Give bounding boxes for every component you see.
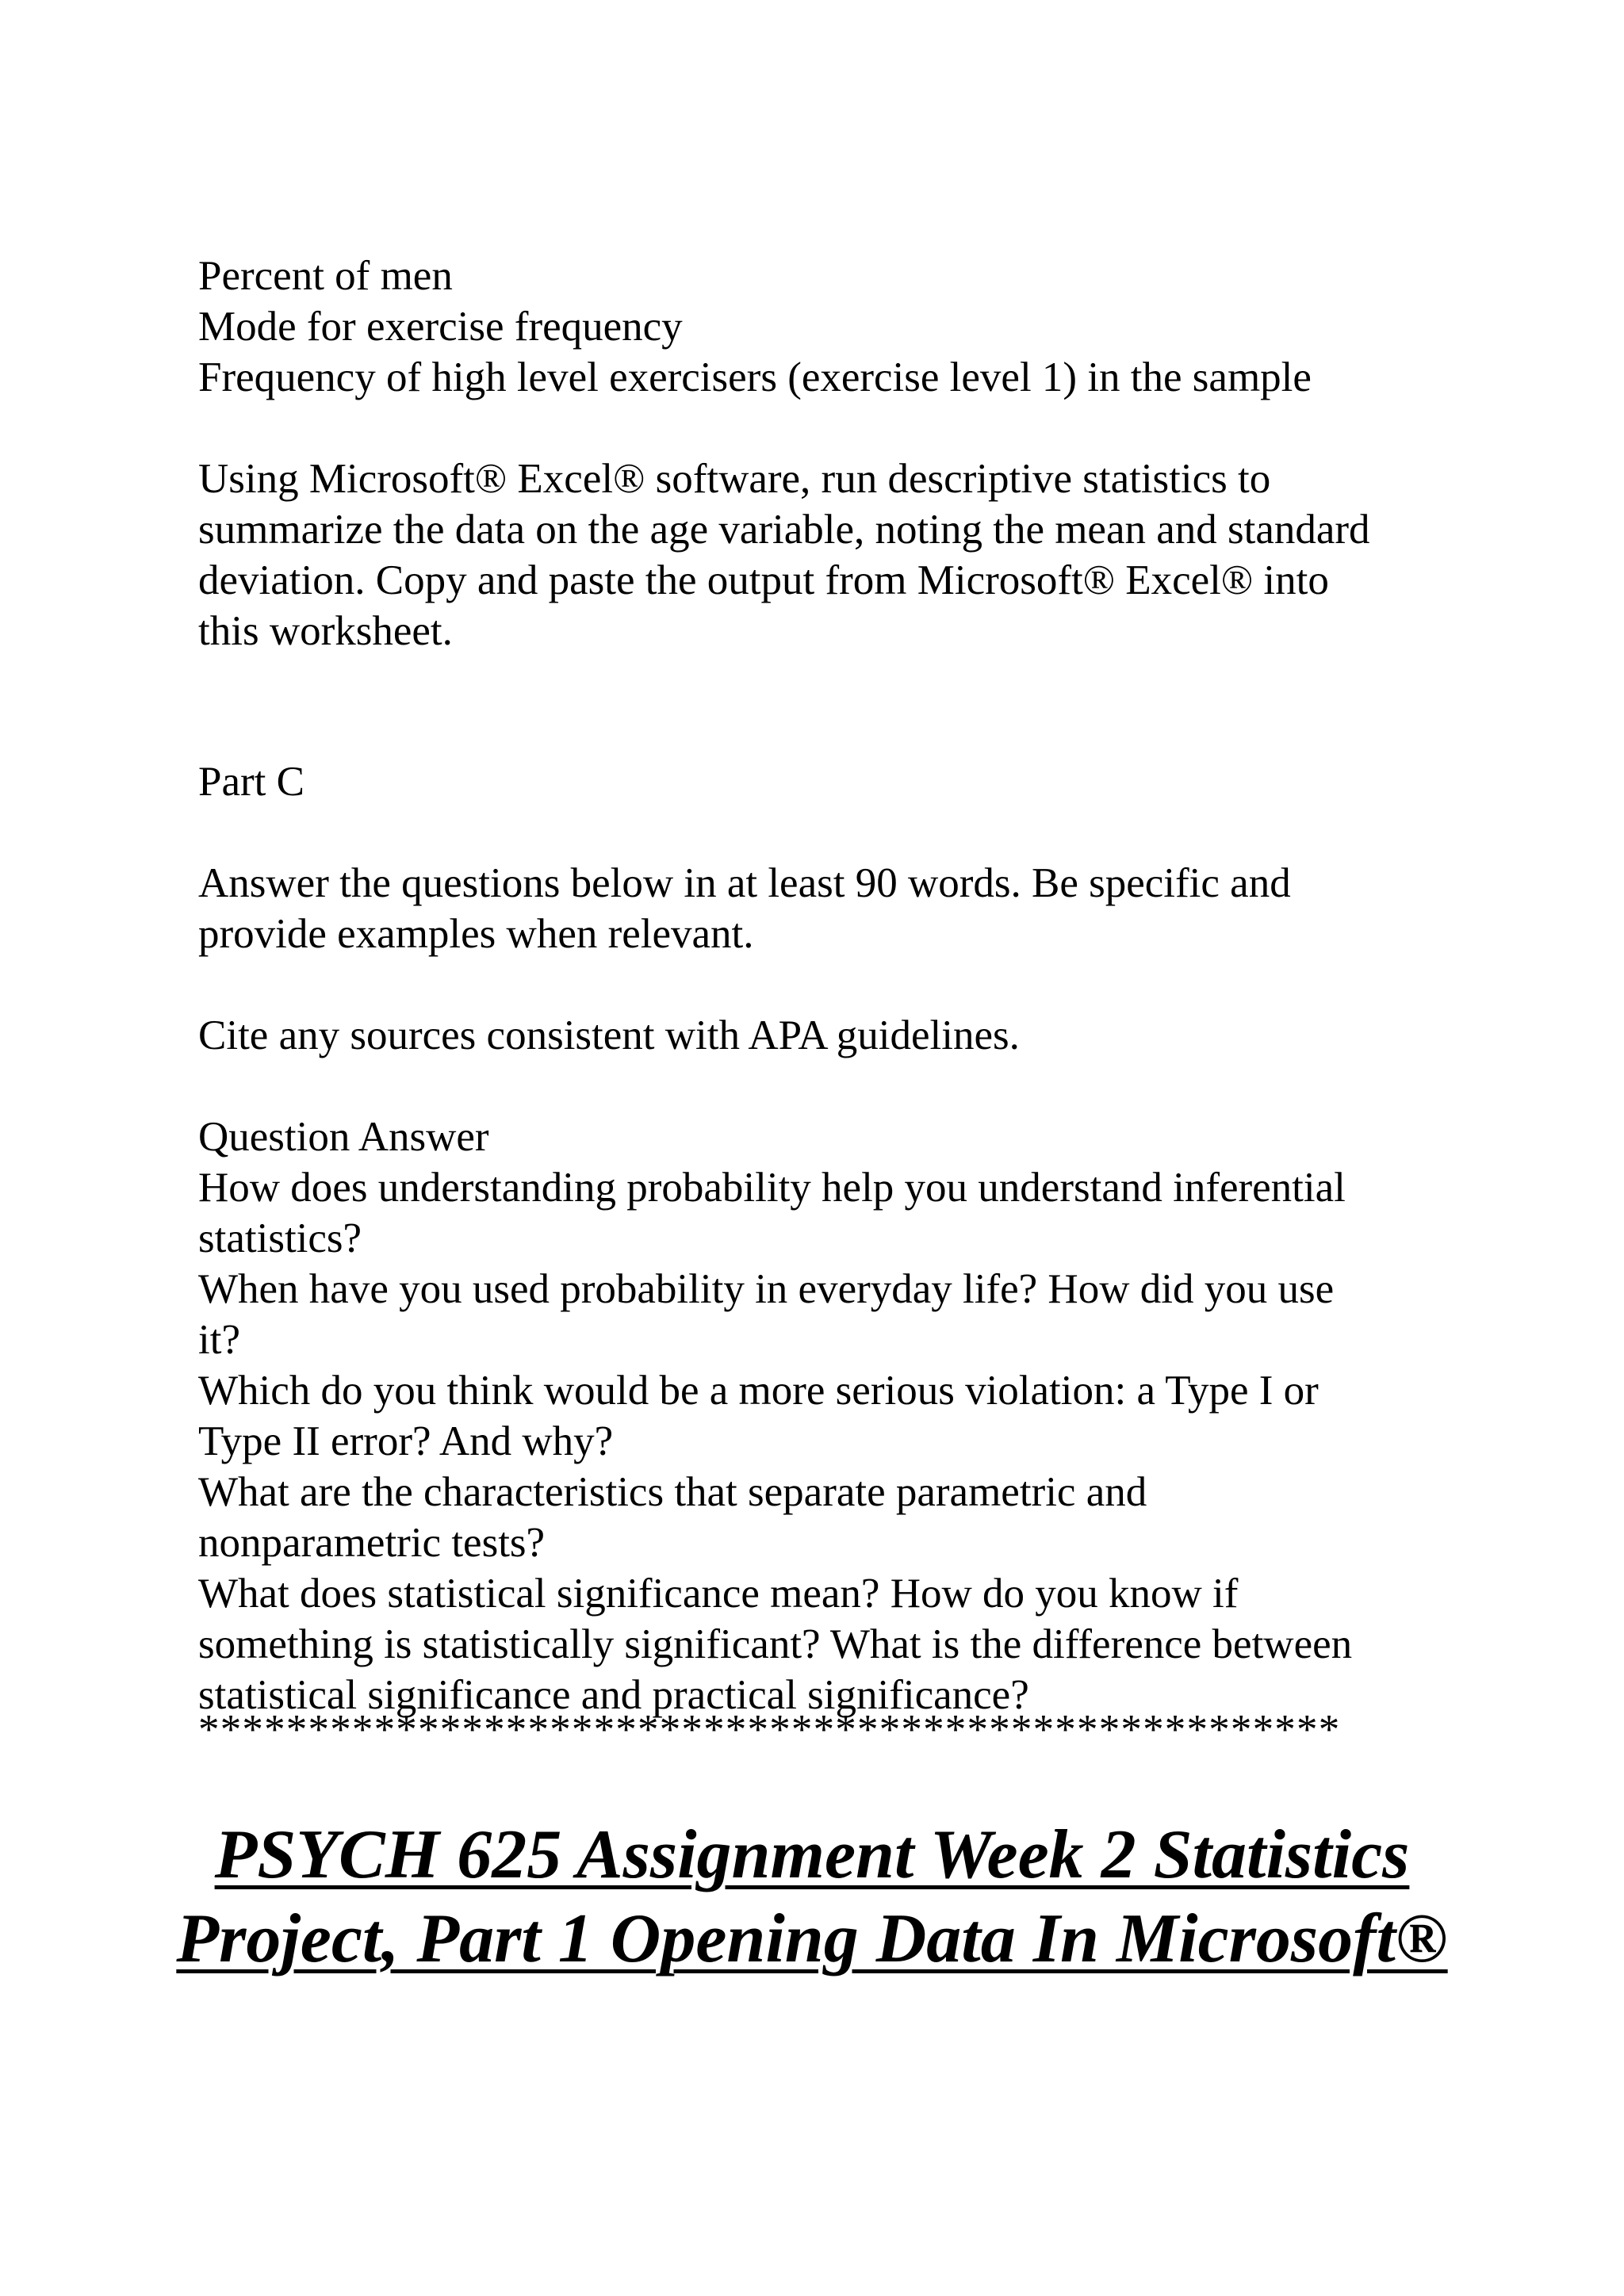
document-title-line-1: PSYCH 625 Assignment Week 2 Statistics xyxy=(214,1816,1410,1893)
apa-citation-note xyxy=(198,1010,1451,1061)
question-line: How does understanding probability help you understand inferential xyxy=(198,1165,1346,1211)
asterisk-separator: **************************************************** xyxy=(198,1707,1341,1753)
apa-citation-text: Cite any sources consistent with APA guidelines. xyxy=(198,1012,1020,1058)
question-line: When have you used probability in everyday life? How did you use xyxy=(198,1266,1335,1312)
excel-instructions-paragraph xyxy=(198,453,1451,656)
summary-item-percent-men: Percent of men xyxy=(198,253,453,299)
paragraph-line: summarize the data on the age variable, noting the mean and standard xyxy=(198,507,1370,553)
questions-block xyxy=(198,1112,1451,1720)
question-line: statistics? xyxy=(198,1215,362,1261)
question-line: What does statistical significance mean? How do you know if xyxy=(198,1571,1239,1617)
question-line: nonparametric tests? xyxy=(198,1520,546,1566)
paragraph-line: this worksheet. xyxy=(198,608,453,654)
paragraph-line: Answer the questions below in at least 90 words. Be specific and xyxy=(198,860,1291,906)
part-c-heading-text: Part C xyxy=(198,759,304,805)
paragraph-line: provide examples when relevant. xyxy=(198,911,754,957)
summary-item-frequency-high-level: Frequency of high level exercisers (exercise level 1) in the sample xyxy=(198,354,1312,400)
summary-items-block xyxy=(198,251,1451,403)
paragraph-line: deviation. Copy and paste the output from Microsoft® Excel® into xyxy=(198,557,1329,603)
question-line: What are the characteristics that separate parametric and xyxy=(198,1469,1147,1515)
question-line: Type II error? And why? xyxy=(198,1418,614,1464)
paragraph-line: Using Microsoft® Excel® software, run descriptive statistics to xyxy=(198,456,1271,502)
question-line: something is statistically significant? What is the difference between xyxy=(198,1621,1353,1667)
question-line: Which do you think would be a more serious violation: a Type I or xyxy=(198,1368,1319,1414)
questions-header: Question Answer xyxy=(198,1114,489,1160)
part-c-heading xyxy=(198,756,1451,807)
document-title-line-2: Project, Part 1 Opening Data In Microsoft® xyxy=(176,1900,1448,1977)
question-line: it? xyxy=(198,1317,240,1363)
summary-item-mode-exercise: Mode for exercise frequency xyxy=(198,304,683,350)
part-c-instructions xyxy=(198,858,1451,959)
question-line: statistical significance and practical significance? xyxy=(198,1672,1029,1718)
